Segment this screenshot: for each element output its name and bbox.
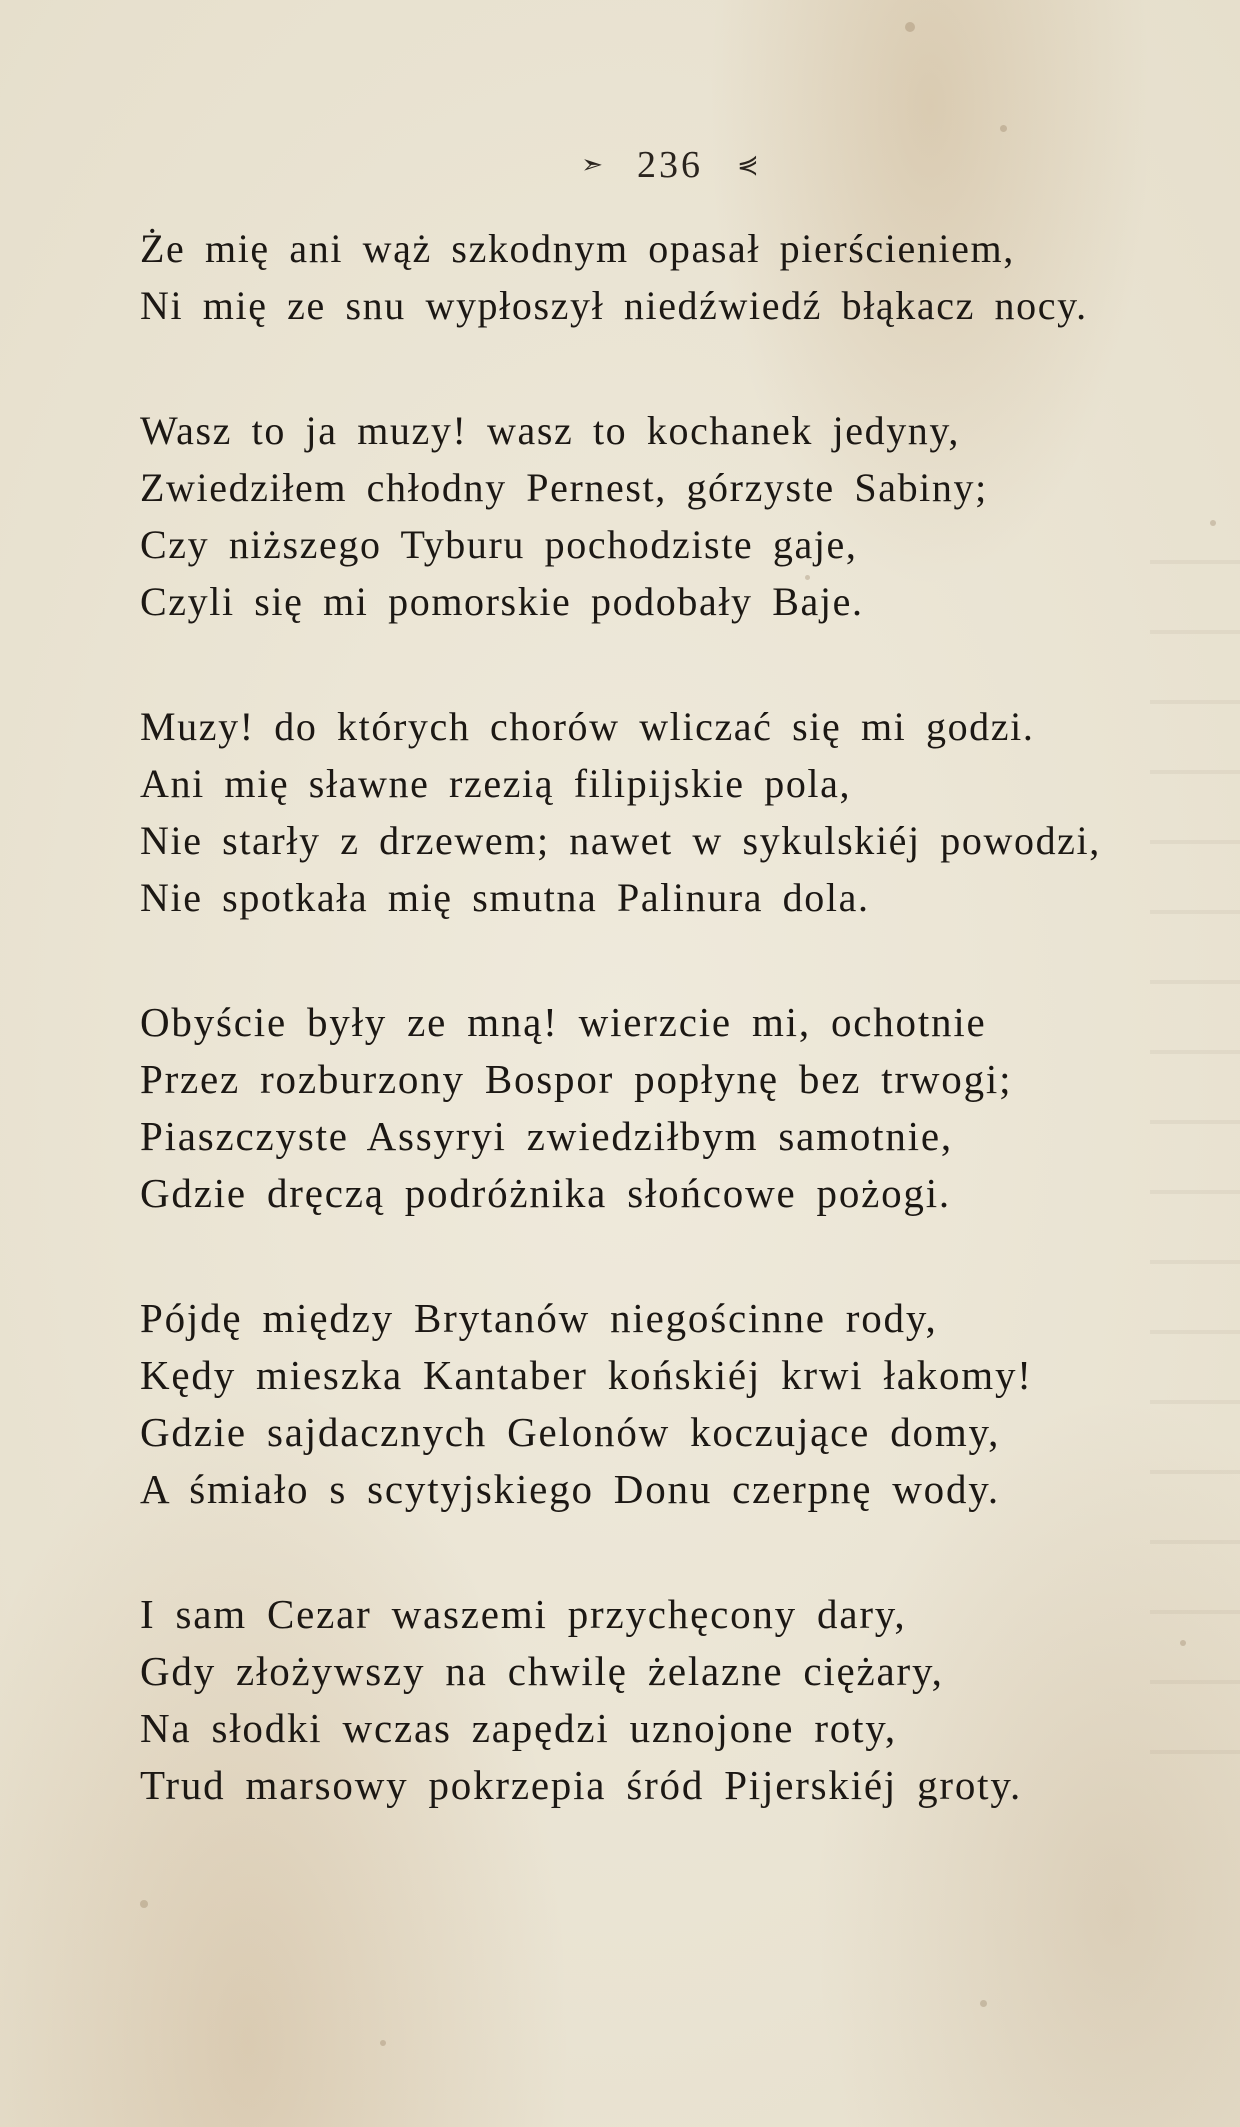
page-number: 236 — [637, 144, 703, 186]
verse-line: Czy niższego Tyburu pochodziste gaje, — [140, 522, 858, 567]
verse-line: Ani mię sławne rzezią filipijskie pola, — [140, 761, 852, 806]
verse-line: Pójdę między Brytanów niegościnne rody, — [140, 1295, 938, 1341]
paper-stain — [1000, 125, 1007, 132]
paper-stain — [905, 22, 915, 32]
verse-line: Piaszczyste Assyryi zwiedziłbym samotnie, — [140, 1113, 953, 1159]
stanza — [140, 1290, 1150, 1518]
verse-line: Czyli się mi pomorskie podobały Baje. — [140, 579, 864, 624]
stanza — [140, 698, 1150, 926]
verse-line: Nie spotkała mię smutna Palinura dola. — [140, 875, 870, 920]
stanza — [140, 994, 1150, 1222]
verse-line: Obyście były ze mną! wierzcie mi, ochotnie — [140, 999, 987, 1045]
verse-line: Gdy złożywszy na chwilę żelazne ciężary, — [140, 1648, 944, 1694]
verse-line: Ni mię ze snu wypłoszył niedźwiedź błąkacz nocy. — [140, 283, 1088, 328]
ornament-left-icon: ➣ — [581, 150, 603, 180]
paper-stain — [980, 2000, 987, 2007]
verse-line: Kędy mieszka Kantaber końskiéj krwi łakomy! — [140, 1352, 1033, 1398]
verse-line: Gdzie dręczą podróżnika słońcowe pożogi. — [140, 1170, 951, 1216]
verse-line: Trud marsowy pokrzepia śród Pijerskiéj groty. — [140, 1762, 1023, 1808]
poem-body — [140, 220, 1150, 1814]
verse-line: Wasz to ja muzy! wasz to kochanek jedyny, — [140, 408, 960, 453]
stanza — [140, 1586, 1150, 1814]
stanza — [140, 220, 1150, 334]
paper-stain — [1180, 1640, 1186, 1646]
paper-stain — [1210, 520, 1216, 526]
verse-line: Muzy! do których chorów wliczać się mi godzi. — [140, 704, 1035, 749]
verse-line: Na słodki wczas zapędzi uznojone roty, — [140, 1705, 897, 1751]
verse-line: Gdzie sajdacznych Gelonów koczujące domy, — [140, 1409, 1001, 1455]
show-through-bleed — [1150, 560, 1240, 1810]
verse-line: Nie starły z drzewem; nawet w sykulskiéj powodzi, — [140, 818, 1101, 863]
paper-stain — [380, 2040, 386, 2046]
verse-line: I sam Cezar waszemi przychęcony dary, — [140, 1591, 907, 1637]
page-header — [540, 140, 800, 190]
verse-line: Zwiedziłem chłodny Pernest, górzyste Sabiny; — [140, 465, 988, 510]
ornament-right-icon: ⋞ — [737, 150, 759, 180]
verse-line: A śmiało s scytyjskiego Donu czerpnę wody. — [140, 1466, 1000, 1512]
paper-stain — [140, 1900, 148, 1908]
verse-line: Przez rozburzony Bospor popłynę bez trwogi; — [140, 1056, 1013, 1102]
stanza — [140, 402, 1150, 630]
verse-line: Że mię ani wąż szkodnym opasał pierścieniem, — [140, 226, 1015, 271]
